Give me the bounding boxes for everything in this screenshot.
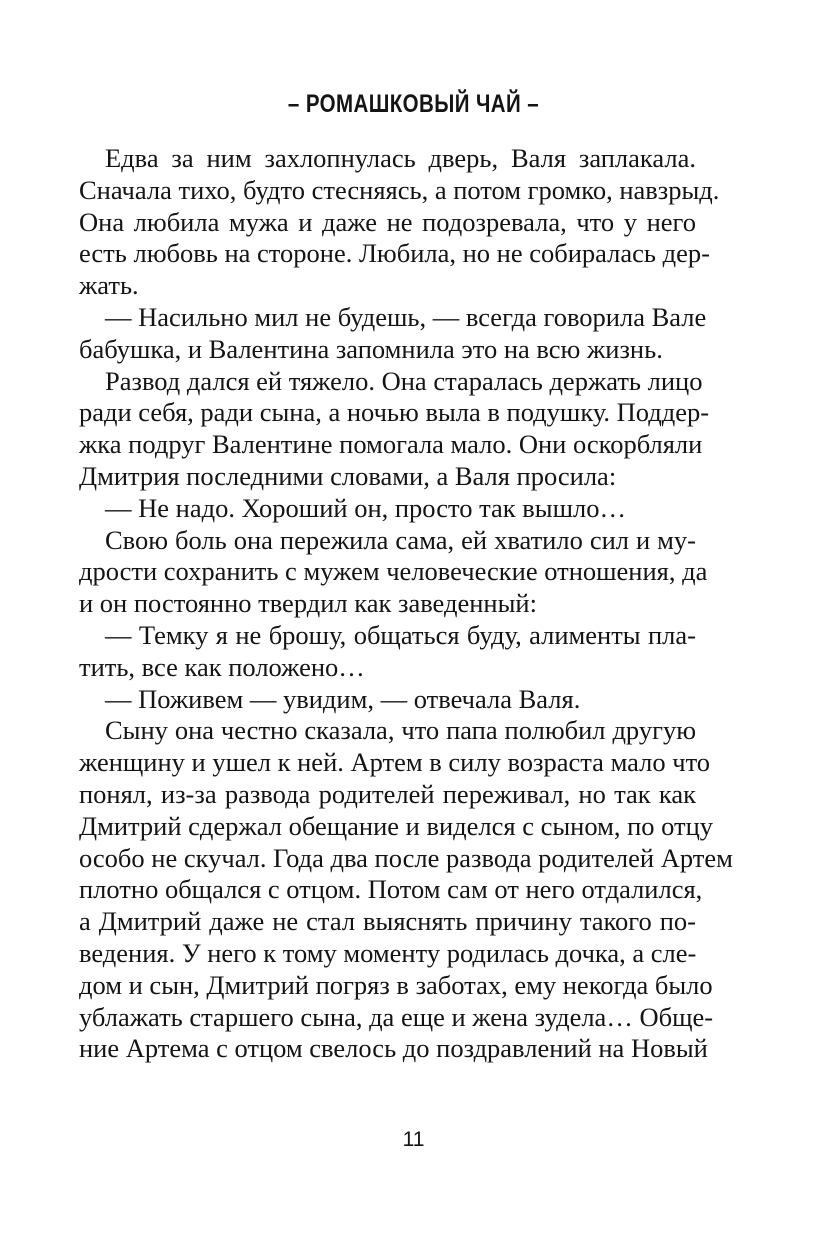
text-line: особо не скучал. Года два после развода родителей Артем: [79, 842, 733, 873]
text-line: дом и сын, Дмитрий погряз в заботах, ему некогда было: [79, 969, 713, 1000]
text-line: Едва за ним захлопнулась дверь, Валя заплакала.: [105, 143, 696, 173]
text-line: ради себя, ради сына, а ночью выла в подушку. Поддер-: [79, 397, 710, 428]
text-line: и он постоянно твердил как заведенный:: [79, 588, 537, 619]
body-text: [79, 143, 733, 1065]
text-line: а Дмитрий даже не стал выяснять причину такого по-: [79, 906, 696, 937]
text-line: Сыну она честно сказала, что папа полюбил другую: [105, 715, 696, 746]
text-line: ние Артема с отцом свелось до поздравлений на Новый: [79, 1033, 708, 1064]
text-line: ведения. У него к тому моменту родилась дочка, а сле-: [79, 937, 697, 968]
text-line: — Не надо. Хороший он, просто так вышло…: [105, 492, 626, 523]
text-line: Дмитрий сдержал обещание и виделся с сыном, по отцу: [79, 810, 714, 841]
text-line: Развод дался ей тяжело. Она старалась держать лицо: [105, 365, 703, 396]
page-number: 11: [402, 1128, 425, 1151]
text-line: — Поживем — увидим, — отвечала Валя.: [105, 683, 581, 714]
text-line: бабушка, и Валентина запомнила это на всю жизнь.: [79, 333, 663, 364]
text-line: тить, все как положено…: [79, 651, 365, 682]
running-head: – РОМАШКОВЫЙ ЧАЙ –: [287, 90, 540, 118]
text-line: есть любовь на стороне. Любила, но не собиралась дер-: [79, 238, 710, 269]
text-line: ублажать старшего сына, да еще и жена зудела… Обще-: [79, 1001, 714, 1032]
text-line: Она любила мужа и даже не подозревала, что у него: [79, 206, 696, 237]
text-line: Сначала тихо, будто стесняясь, а потом громко, навзрыд.: [79, 174, 720, 205]
text-line: — Темку я не брошу, общаться буду, алименты пла-: [105, 619, 696, 650]
text-line: плотно общался с отцом. Потом сам от него отдалился,: [79, 874, 703, 905]
text-line: жать.: [79, 270, 139, 301]
text-line: понял, из-за развода родителей переживал, но так как: [79, 778, 696, 809]
text-line: женщину и ушел к ней. Артем в силу возраста мало что: [79, 747, 711, 778]
text-line: Дмитрия последними словами, а Валя просила:: [79, 460, 617, 491]
text-line: — Насильно мил не будешь, — всегда говорила Вале: [105, 301, 707, 332]
text-line: Свою боль она пережила сама, ей хватило сил и му-: [105, 524, 696, 555]
text-line: жка подруг Валентине помогала мало. Они оскорбляли: [79, 429, 703, 460]
text-line: дрости сохранить с мужем человеческие отношения, да: [79, 556, 708, 587]
